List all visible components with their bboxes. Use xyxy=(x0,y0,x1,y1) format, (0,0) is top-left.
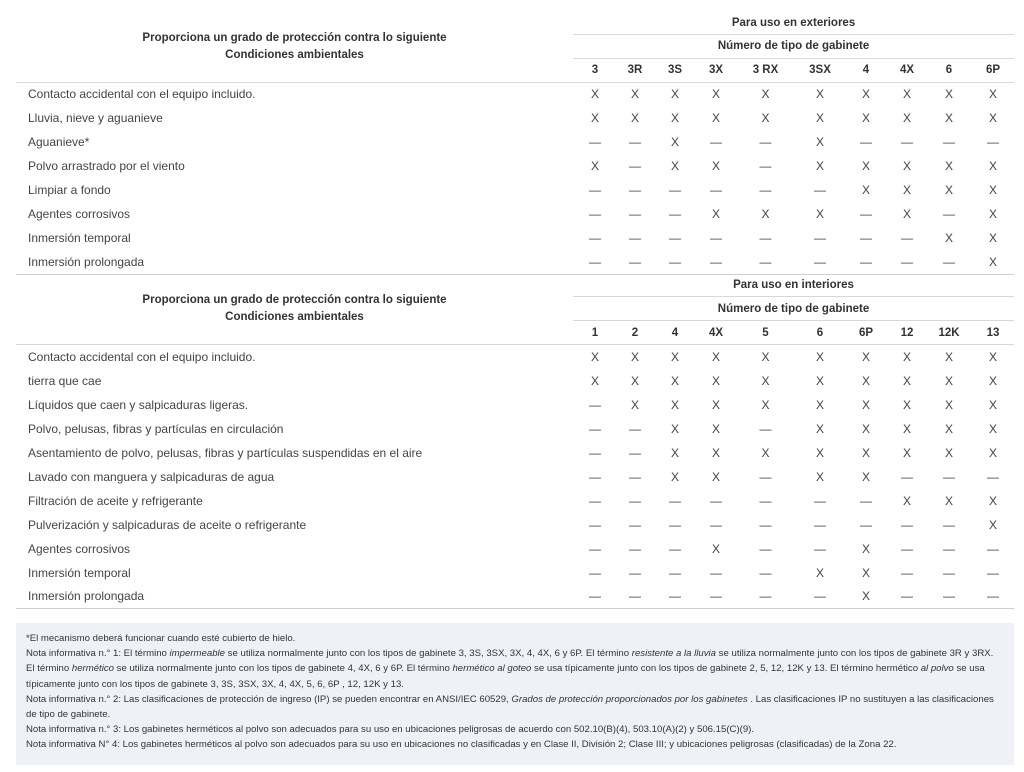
protection-mark: X xyxy=(989,183,998,197)
indoor-title-line2: Condiciones ambientales xyxy=(225,311,364,324)
indoor-type-code: 4X xyxy=(697,321,735,345)
indoor-use-label: Para uso en interiores xyxy=(573,275,1014,297)
protection-mark: X xyxy=(989,87,998,102)
indoor-type-code: 13 xyxy=(972,321,1014,345)
protection-mark: X xyxy=(590,373,599,388)
protection-mark: — xyxy=(860,231,872,245)
protection-mark: X xyxy=(630,373,639,388)
protection-mark: X xyxy=(761,397,770,412)
protection-mark: — xyxy=(629,421,641,436)
protection-mark: — xyxy=(860,493,872,508)
protection-mark: X xyxy=(944,397,953,412)
protection-mark: — xyxy=(759,421,772,436)
protection-mark: X xyxy=(670,469,679,484)
outdoor-type-code: 4X xyxy=(888,58,926,82)
indoor-table xyxy=(16,275,1014,610)
protection-mark: — xyxy=(629,565,641,580)
protection-mark: X xyxy=(815,397,824,412)
indoor-type-code: 5 xyxy=(735,321,796,345)
protection-mark: — xyxy=(589,183,601,197)
protection-mark: — xyxy=(926,250,972,274)
protection-mark: X xyxy=(815,159,824,173)
enclosure-table-container xyxy=(16,12,1014,609)
protection-mark: X xyxy=(944,349,953,364)
protection-mark: — xyxy=(669,207,681,221)
protection-mark: X xyxy=(711,111,720,125)
protection-mark: X xyxy=(711,373,720,388)
protection-mark: X xyxy=(630,349,639,364)
outdoor-type-code: 3 RX xyxy=(735,58,796,82)
protection-mark: X xyxy=(590,111,599,125)
protection-mark: X xyxy=(861,349,870,364)
protection-mark: X xyxy=(902,373,911,388)
protection-mark: — xyxy=(888,585,926,609)
protection-mark: X xyxy=(711,159,720,173)
outdoor-type-code: 3R xyxy=(617,58,653,82)
protection-mark: X xyxy=(902,111,911,125)
table-row xyxy=(16,106,1014,130)
protection-mark: — xyxy=(759,183,772,197)
protection-mark: X xyxy=(815,565,824,580)
condition-label: Inmersión prolongada xyxy=(16,250,573,274)
protection-mark: X xyxy=(630,87,639,102)
protection-mark: — xyxy=(589,565,601,580)
protection-mark: X xyxy=(711,207,720,221)
protection-mark: — xyxy=(987,135,1000,149)
outdoor-type-code: 3 xyxy=(573,58,617,82)
protection-mark: — xyxy=(901,517,913,532)
protection-mark: — xyxy=(759,565,772,580)
protection-mark: — xyxy=(573,585,617,609)
protection-mark: — xyxy=(759,469,772,484)
condition-label: Inmersión temporal xyxy=(28,231,131,245)
outdoor-title-line2: Condiciones ambientales xyxy=(225,48,364,61)
protection-mark: — xyxy=(926,585,972,609)
protection-mark: — xyxy=(589,541,601,556)
protection-mark: — xyxy=(814,517,826,532)
footnote: *El mecanismo deberá funcionar cuando esté cubierto de hielo. xyxy=(26,633,296,644)
protection-mark: — xyxy=(617,250,653,274)
protection-mark: X xyxy=(944,373,953,388)
outdoor-conditions-header xyxy=(16,12,573,82)
protection-mark: — xyxy=(972,585,1014,609)
protection-mark: — xyxy=(860,207,872,221)
protection-mark: X xyxy=(815,349,824,364)
note-4: Nota informativa N° 4: Los gabinetes herméticos al polvo son adecuados para su uso en ubicaciones no clasificadas y en Clase II, División 2; Clase III; y ubicaciones peligrosas (clasificadas) de la Zona 22. xyxy=(26,739,897,751)
condition-label: Líquidos que caen y salpicaduras ligeras. xyxy=(28,397,249,412)
table-row xyxy=(16,537,1014,561)
protection-mark: X xyxy=(670,445,679,460)
protection-mark: X xyxy=(861,541,870,556)
table-row xyxy=(16,82,1014,106)
condition-label: Asentamiento de polvo, pelusas, fibras y partículas suspendidas en el aire xyxy=(28,445,423,460)
protection-mark: — xyxy=(943,469,955,484)
protection-mark: X xyxy=(815,135,824,149)
protection-mark: X xyxy=(902,397,911,412)
protection-mark: X xyxy=(861,87,870,102)
protection-mark: — xyxy=(589,517,601,532)
protection-mark: X xyxy=(761,373,770,388)
condition-label: Limpiar a fondo xyxy=(28,183,111,197)
indoor-type-code: 1 xyxy=(573,321,617,345)
protection-mark: — xyxy=(669,183,681,197)
protection-mark: — xyxy=(710,565,722,580)
protection-mark: X xyxy=(944,231,953,245)
table-row xyxy=(16,417,1014,441)
protection-mark: — xyxy=(710,493,722,508)
condition-label: Polvo arrastrado por el viento xyxy=(28,159,185,173)
protection-mark: X xyxy=(711,421,720,436)
protection-mark: X xyxy=(902,493,911,508)
protection-mark: — xyxy=(629,517,641,532)
protection-mark: — xyxy=(669,541,681,556)
protection-mark: X xyxy=(989,111,998,125)
condition-label: Pulverización y salpicaduras de aceite o refrigerante xyxy=(28,517,307,532)
protection-mark: X xyxy=(590,159,599,173)
outdoor-type-code: 3SX xyxy=(796,58,844,82)
protection-mark: X xyxy=(902,445,911,460)
protection-mark: — xyxy=(844,250,888,274)
protection-mark: X xyxy=(711,87,720,102)
protection-mark: — xyxy=(669,231,681,245)
table-row xyxy=(16,441,1014,465)
protection-mark: X xyxy=(670,159,679,173)
protection-mark: — xyxy=(814,541,826,556)
protection-mark: — xyxy=(629,207,641,221)
protection-mark: X xyxy=(761,87,770,102)
note-1: Nota informativa n.° 1: El término impermeable se utiliza normalmente junto con los tipos de gabinete 3, 3S, 3SX, 3X, 4, 4X, 6 y 6P. El término resistente a la lluvia se utiliza normalmente junto con los tipos de gabinete 3R y 3RX. El término hermético se utiliza normalmente junto con los tipos de gabinete 4, 4X, 6 y 6P. El término hermético al goteo se usa típicamente junto con los tipos de gabinete 2, 5, 12, 12K y 13. El término hermético al polvo se usa típicamente junto con los tipos de gabinete 3, 3S, 3SX, 3X, 4, 4X, 5, 6, 6P , 12, 12K y 13. xyxy=(26,648,994,690)
table-row xyxy=(16,345,1014,369)
table-row xyxy=(16,585,1014,609)
outdoor-use-label: Para uso en exteriores xyxy=(573,12,1014,34)
outdoor-body xyxy=(16,82,1014,274)
protection-mark: — xyxy=(629,159,641,173)
protection-mark: X xyxy=(670,111,679,125)
protection-mark: — xyxy=(629,183,641,197)
condition-label: Contacto accidental con el equipo incluido. xyxy=(28,349,256,364)
protection-mark: X xyxy=(944,445,953,460)
protection-mark: X xyxy=(670,397,679,412)
protection-mark: X xyxy=(861,183,870,197)
protection-mark: X xyxy=(944,87,953,102)
outdoor-type-code: 6P xyxy=(972,58,1014,82)
table-row xyxy=(16,202,1014,226)
indoor-type-code: 12K xyxy=(926,321,972,345)
condition-label: Agentes corrosivos xyxy=(28,207,131,221)
table-row xyxy=(16,393,1014,417)
protection-mark: X xyxy=(902,183,911,197)
protection-mark: — xyxy=(943,565,955,580)
protection-mark: X xyxy=(761,445,770,460)
protection-mark: X xyxy=(761,111,770,125)
protection-mark: — xyxy=(860,517,872,532)
notes-box xyxy=(16,623,1014,765)
protection-mark: X xyxy=(815,469,824,484)
indoor-body xyxy=(16,345,1014,609)
protection-mark: X xyxy=(590,87,599,102)
protection-mark: X xyxy=(670,87,679,102)
protection-mark: X xyxy=(861,421,870,436)
protection-mark: — xyxy=(901,231,913,245)
protection-mark: X xyxy=(861,397,870,412)
protection-mark: — xyxy=(653,585,697,609)
condition-label: Aguanieve* xyxy=(28,135,90,149)
protection-mark: X xyxy=(761,349,770,364)
protection-mark: X xyxy=(861,373,870,388)
condition-label: Contacto accidental con el equipo incluido. xyxy=(28,87,256,102)
protection-mark: X xyxy=(989,349,998,364)
protection-mark: — xyxy=(814,231,826,245)
protection-mark: X xyxy=(761,207,770,221)
protection-mark: — xyxy=(589,397,601,412)
protection-mark: X xyxy=(944,183,953,197)
protection-mark: — xyxy=(943,207,955,221)
protection-mark: — xyxy=(589,445,601,460)
protection-mark: X xyxy=(902,349,911,364)
protection-mark: — xyxy=(796,250,844,274)
protection-mark: X xyxy=(670,373,679,388)
protection-mark: — xyxy=(987,469,999,484)
protection-mark: — xyxy=(710,135,722,149)
protection-mark: X xyxy=(815,421,824,436)
table-row xyxy=(16,178,1014,202)
protection-mark: — xyxy=(888,250,926,274)
indoor-type-code: 6 xyxy=(796,321,844,345)
protection-mark: X xyxy=(902,159,911,173)
condition-label: Inmersión temporal xyxy=(28,565,131,580)
protection-mark: — xyxy=(589,135,601,149)
protection-mark: — xyxy=(735,585,796,609)
protection-mark: — xyxy=(759,493,772,508)
table-row xyxy=(16,561,1014,585)
protection-mark: X xyxy=(944,421,953,436)
protection-mark: X xyxy=(815,87,824,102)
protection-mark: X xyxy=(711,541,720,556)
table-row xyxy=(16,130,1014,154)
outdoor-type-code: 3X xyxy=(697,58,735,82)
indoor-type-label: Número de tipo de gabinete xyxy=(573,297,1014,321)
table-row xyxy=(16,465,1014,489)
protection-mark: X xyxy=(861,469,870,484)
protection-mark: X xyxy=(989,445,998,460)
protection-mark: — xyxy=(796,585,844,609)
protection-mark: X xyxy=(972,250,1014,274)
protection-mark: X xyxy=(861,445,870,460)
protection-mark: X xyxy=(989,373,998,388)
condition-label: Lavado con manguera y salpicaduras de agua xyxy=(28,469,275,484)
outdoor-type-code: 4 xyxy=(844,58,888,82)
protection-mark: — xyxy=(901,135,913,149)
protection-mark: — xyxy=(589,421,601,436)
protection-mark: — xyxy=(943,541,955,556)
protection-mark: — xyxy=(573,250,617,274)
table-row xyxy=(16,369,1014,393)
protection-mark: — xyxy=(901,541,913,556)
indoor-conditions-header xyxy=(16,275,573,345)
protection-mark: — xyxy=(589,493,601,508)
protection-mark: — xyxy=(697,585,735,609)
indoor-type-code: 6P xyxy=(844,321,888,345)
protection-mark: — xyxy=(629,541,641,556)
protection-mark: X xyxy=(989,231,998,245)
protection-mark: — xyxy=(735,250,796,274)
note-2: Nota informativa n.° 2: Las clasificaciones de protección de ingreso (IP) se pueden encontrar en ANSI/IEC 60529, Grados de protección proporcionados por los gabinetes . Las clasificaciones IP no sustituyen a las clasificaciones de tipo de gabinete. xyxy=(26,693,994,721)
protection-mark: X xyxy=(944,111,953,125)
protection-mark: — xyxy=(669,493,681,508)
protection-mark: — xyxy=(987,565,999,580)
table-row xyxy=(16,250,1014,274)
protection-mark: — xyxy=(759,135,772,149)
outdoor-type-code: 3S xyxy=(653,58,697,82)
protection-mark: X xyxy=(844,585,888,609)
condition-label: Polvo, pelusas, fibras y partículas en circulación xyxy=(28,421,284,436)
protection-mark: X xyxy=(861,565,870,580)
protection-mark: — xyxy=(617,585,653,609)
protection-mark: — xyxy=(669,517,681,532)
protection-mark: X xyxy=(815,445,824,460)
indoor-type-code: 12 xyxy=(888,321,926,345)
protection-mark: — xyxy=(759,159,772,173)
protection-mark: — xyxy=(759,517,772,532)
protection-mark: — xyxy=(759,541,772,556)
indoor-title-line1: Proporciona un grado de protección contra lo siguiente xyxy=(142,294,447,307)
protection-mark: — xyxy=(987,541,999,556)
protection-mark: X xyxy=(815,111,824,125)
protection-mark: X xyxy=(989,517,998,532)
protection-mark: X xyxy=(861,111,870,125)
protection-mark: — xyxy=(589,469,601,484)
condition-label: Lluvia, nieve y aguanieve xyxy=(28,111,163,125)
protection-mark: — xyxy=(669,565,681,580)
protection-mark: X xyxy=(711,469,720,484)
protection-mark: X xyxy=(630,397,639,412)
condition-label: Inmersión prolongada xyxy=(16,585,573,609)
protection-mark: — xyxy=(943,135,955,149)
protection-mark: X xyxy=(815,207,824,221)
protection-mark: — xyxy=(589,207,601,221)
indoor-type-code: 4 xyxy=(653,321,697,345)
protection-mark: — xyxy=(943,517,955,532)
protection-mark: — xyxy=(629,493,641,508)
protection-mark: X xyxy=(902,87,911,102)
condition-label: Filtración de aceite y refrigerante xyxy=(28,493,203,508)
protection-mark: — xyxy=(629,445,641,460)
protection-mark: X xyxy=(670,349,679,364)
table-row xyxy=(16,513,1014,537)
protection-mark: X xyxy=(815,373,824,388)
indoor-type-code: 2 xyxy=(617,321,653,345)
protection-mark: — xyxy=(759,231,772,245)
protection-mark: X xyxy=(944,493,953,508)
condition-label: tierra que cae xyxy=(28,373,102,388)
protection-mark: — xyxy=(589,231,601,245)
protection-mark: — xyxy=(901,469,913,484)
protection-mark: — xyxy=(629,469,641,484)
protection-mark: X xyxy=(711,397,720,412)
table-row xyxy=(16,226,1014,250)
table-row xyxy=(16,489,1014,513)
protection-mark: — xyxy=(814,493,826,508)
table-row xyxy=(16,154,1014,178)
protection-mark: X xyxy=(902,421,911,436)
protection-mark: — xyxy=(814,183,826,197)
protection-mark: X xyxy=(670,421,679,436)
protection-mark: — xyxy=(710,231,722,245)
note-3: Nota informativa n.° 3: Los gabinetes herméticos al polvo son adecuados para su uso en ubicaciones peligrosas de acuerdo con 502.10(B)(4), 503.10(A)(2) y 506.15(C)(9). xyxy=(26,724,755,736)
protection-mark: X xyxy=(944,159,953,173)
protection-mark: X xyxy=(989,493,998,508)
protection-mark: X xyxy=(861,159,870,173)
outdoor-table xyxy=(16,12,1014,275)
protection-mark: — xyxy=(901,565,913,580)
protection-mark: — xyxy=(710,517,722,532)
protection-mark: X xyxy=(989,207,998,221)
condition-label: Agentes corrosivos xyxy=(28,541,131,556)
outdoor-type-code: 6 xyxy=(926,58,972,82)
protection-mark: X xyxy=(590,349,599,364)
protection-mark: — xyxy=(629,135,641,149)
protection-mark: X xyxy=(989,397,998,412)
outdoor-type-label: Número de tipo de gabinete xyxy=(573,34,1014,58)
protection-mark: X xyxy=(711,445,720,460)
protection-mark: X xyxy=(989,159,998,173)
protection-mark: — xyxy=(697,250,735,274)
protection-mark: X xyxy=(630,111,639,125)
protection-mark: — xyxy=(653,250,697,274)
protection-mark: X xyxy=(902,207,911,221)
outdoor-title-line1: Proporciona un grado de protección contra lo siguiente xyxy=(142,31,447,44)
protection-mark: X xyxy=(670,135,679,149)
protection-mark: — xyxy=(710,183,722,197)
protection-mark: X xyxy=(711,349,720,364)
protection-mark: — xyxy=(629,231,641,245)
protection-mark: X xyxy=(989,421,998,436)
protection-mark: — xyxy=(860,135,872,149)
